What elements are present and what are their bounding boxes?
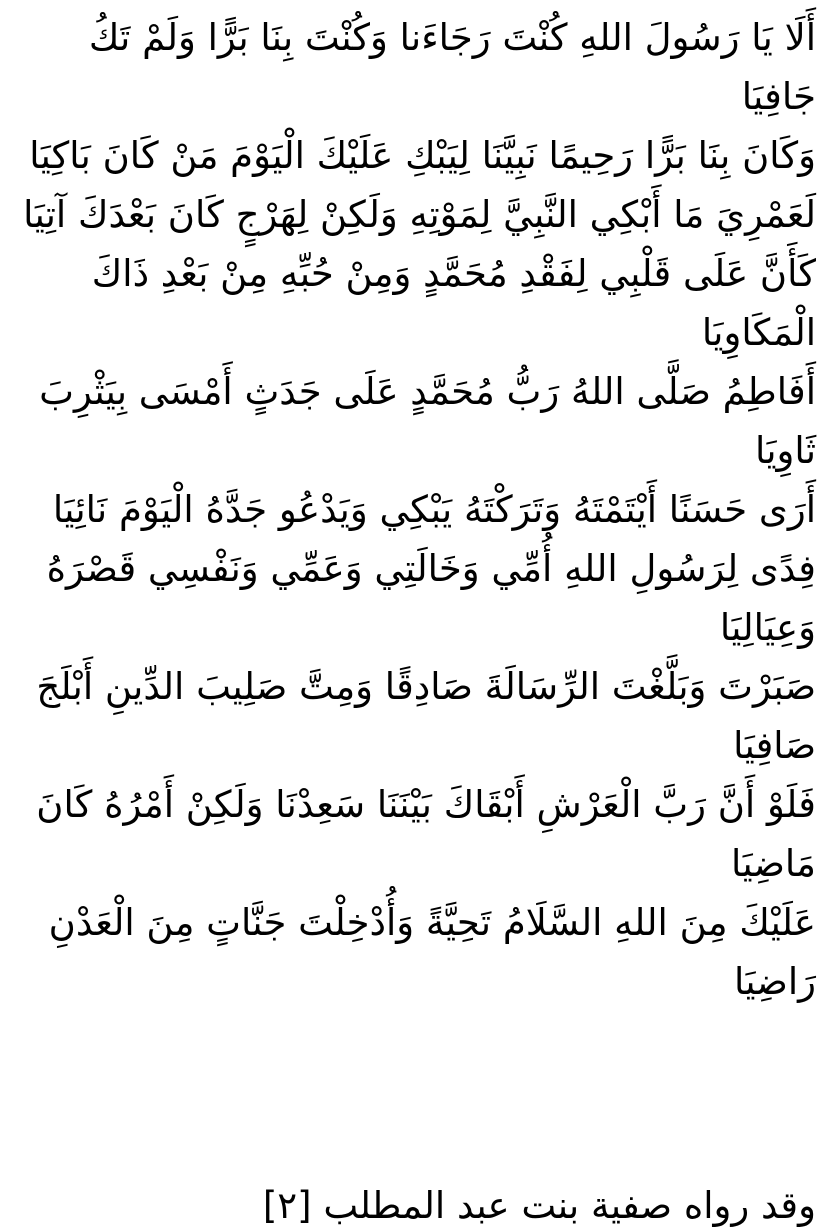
verse-7: فِدًى لِرَسُولِ اللهِ أُمِّي وَخَالَتِي وَعَمِّي وَنَفْسِي قَصْرَهُ وَعِيَالِيَا (46, 547, 816, 649)
verse-1: أَلَا يَا رَسُولَ اللهِ كُنْتَ رَجَاءَنا وَكُنْتَ بِنَا بَرًّا وَلَمْ تَكُ جَافِيَا (88, 16, 816, 118)
verse-5: أَفَاطِمُ صَلَّى اللهُ رَبُّ مُحَمَّدٍ عَلَى جَدَثٍ أَمْسَى بِيَثْرِبَ ثَاوِيَا (39, 370, 816, 472)
verse-9: فَلَوْ أَنَّ رَبَّ الْعَرْشِ أَبْقَاكَ بَيْنَنَا سَعِدْنَا وَلَكِنْ أَمْرُهُ كَانَ مَاضِيَا (36, 783, 816, 885)
verse-3: لَعَمْرِيَ مَا أَبْكِي النَّبِيَّ لِمَوْتِهِ وَلَكِنْ لِهَرْجٍ كَانَ بَعْدَكَ آتِيَا (23, 193, 816, 236)
verse-2: وَكَانَ بِنَا بَرًّا رَحِيمًا نَبِيَّنَا لِيَبْكِ عَلَيْكَ الْيَوْمَ مَنْ كَانَ بَاكِيَا (29, 134, 816, 177)
verse-4: كَأَنَّ عَلَى قَلْبِي لِفَقْدِ مُحَمَّدٍ وَمِنْ حُبِّهِ مِنْ بَعْدِ ذَاكَ الْمَكَاوِيَا (91, 252, 816, 354)
verse-8: صَبَرْتَ وَبَلَّغْتَ الرِّسَالَةَ صَادِقًا وَمِتَّ صَلِيبَ الدِّينِ أَبْلَجَ صَافِيَا (36, 665, 816, 767)
cut-off-text-line: وقد رواه صفية بنت عبد المطلب [٢] (262, 1184, 816, 1227)
verse-6: أَرَى حَسَنًا أَيْتَمْتَهُ وَتَرَكْتَهُ يَبْكِي وَيَدْعُو جَدَّهُ الْيَوْمَ نَائِيَا (52, 488, 816, 531)
verse-10: عَلَيْكَ مِنَ اللهِ السَّلَامُ تَحِيَّةً وَأُدْخِلْتَ جَنَّاتٍ مِنَ الْعَدْنِ رَاضِيَا (48, 901, 816, 1003)
